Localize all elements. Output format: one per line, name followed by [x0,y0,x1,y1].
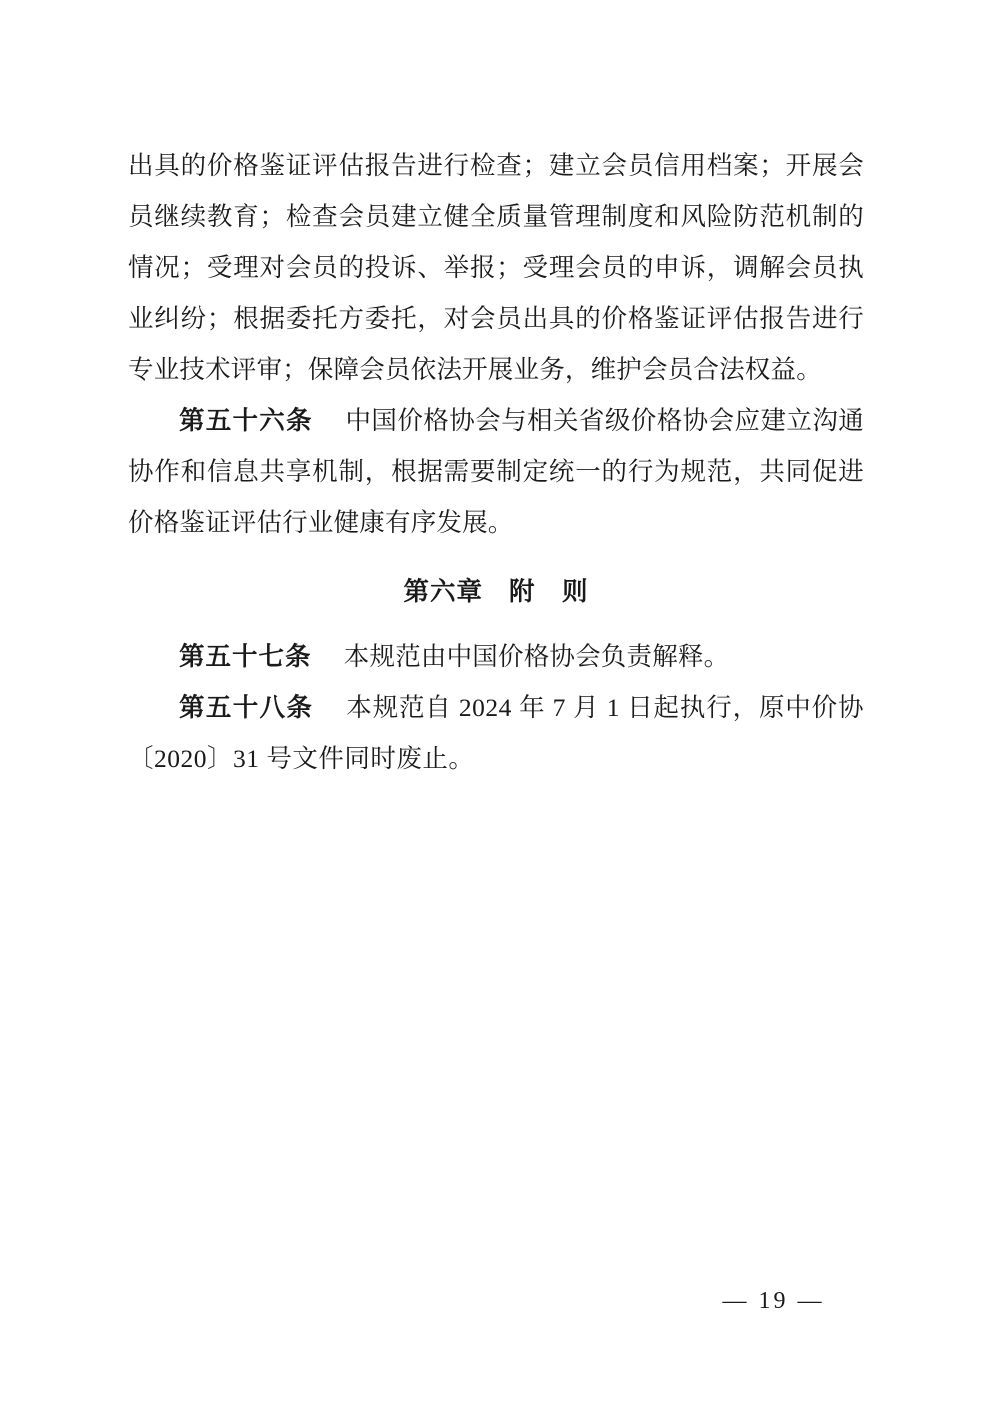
article-58-label: 第五十八条 [179,693,314,722]
page-number [0,1288,992,1315]
article-57 [128,631,864,682]
article-58-text: 本规范自 2024 年 7 月 1 日起执行，原中价协〔2020〕31 号文件同时废止。 [128,693,864,773]
chapter-heading [128,566,864,617]
article-56-label: 第五十六条 [179,406,313,435]
article-57-label: 第五十七条 [179,642,312,671]
chapter-heading-number: 第六章 [403,577,483,606]
article-58 [128,682,864,784]
chapter-heading-title: 附 则 [509,577,589,606]
paragraph-continued [128,140,864,395]
article-56-text: 中国价格协会与相关省级价格协会应建立沟通协作和信息共享机制，根据需要制定统一的行为规范，共同促进价格鉴证评估行业健康有序发展。 [128,406,865,537]
article-57-text: 本规范由中国价格协会负责解释。 [343,642,730,671]
article-56 [128,395,864,548]
paragraph-continued-text: 出具的价格鉴证评估报告进行检查；建立会员信用档案；开展会员继续教育；检查会员建立健全质量管理制度和风险防范机制的情况；受理对会员的投诉、举报；受理会员的申诉，调解会员执业纠纷；根据委托方委托，对会员出具的价格鉴证评估报告进行专业技术评审；保障会员依法开展业务，维护会员合法权益。 [128,151,864,384]
document-body [128,140,864,784]
page-number-value: — 19 — [722,1288,825,1314]
